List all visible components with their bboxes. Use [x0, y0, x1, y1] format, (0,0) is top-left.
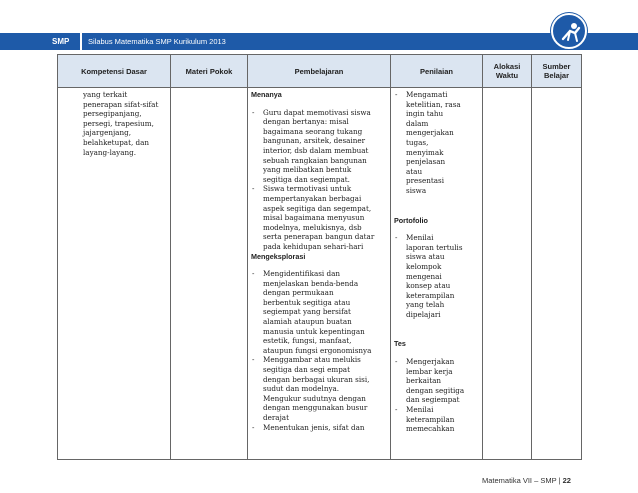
table-header-row — [58, 55, 582, 88]
portofolio-heading: Portofolio — [394, 215, 428, 225]
list-item: - Menggambar atau melukis segitiga dan segi empat dengan berbagai ukuran sisi, sudut dan modelnya. Mengukur sudutnya dengan dengan menggunakan busur derajat — [251, 355, 387, 422]
banner-level-tag: SMP — [52, 37, 70, 46]
list-item: - Menilai laporan tertulis siswa atau kelompok mengenai konsep atau keterampilan yang telah dipelajari — [394, 233, 479, 319]
header-materi-pokok: Materi Pokok — [171, 55, 248, 88]
list-item: - Mengerjakan lembar kerja berkaitan dengan segitiga dan segiempat — [394, 357, 479, 405]
portofolio-list — [394, 233, 479, 319]
header-alokasi-waktu: Alokasi Waktu — [483, 55, 532, 88]
header-penilaian: Penilaian — [391, 55, 483, 88]
mengeksplorasi-list — [251, 269, 387, 432]
tes-heading: Tes — [394, 339, 406, 349]
banner-title: Silabus Matematika SMP Kurikulum 2013 — [88, 37, 226, 46]
list-item: - Guru dapat memotivasi siswa dengan bertanya: misal bagaimana seorang tukang bangunan, arsitek, desainer interior, dsb dalam membuat sebuah rangkaian bangunan yang melibatkan bentuk segitiga dan segiempat. — [251, 108, 387, 185]
penilaian-observasi-list — [394, 90, 479, 196]
cell-pembelajaran — [248, 88, 391, 460]
cell-sumber-belajar — [532, 88, 582, 460]
kompetensi-dasar-text: yang terkait penerapan sifat-sifat persegipanjang, persegi, trapesium, jajargenjang, belahketupat, dan layang-layang. — [83, 90, 159, 157]
header-sumber-belajar: Sumber Belajar — [532, 55, 582, 88]
tut-wuri-handayani-logo-icon — [551, 13, 587, 49]
page-number: 22 — [562, 476, 571, 485]
mengeksplorasi-heading: Mengeksplorasi — [251, 251, 306, 261]
cell-penilaian — [391, 88, 483, 460]
menanya-heading: Menanya — [251, 90, 282, 99]
silabus-table — [57, 54, 582, 460]
list-item: - Menentukan jenis, sifat dan — [251, 423, 387, 433]
cell-kompetensi-dasar — [58, 88, 171, 460]
list-item: - Siswa termotivasi untuk mempertanyakan berbagai aspek segitiga dan segempat, misal bagaimana menyusun modelnya, melukisnya, dsb serta penerapan bangun datar pada kehidupan sehari-hari — [251, 184, 387, 251]
footer-text: Matematika VII – SMP | — [482, 476, 561, 485]
header-pembelajaran: Pembelajaran — [248, 55, 391, 88]
list-item: - Menilai keterampilan memecahkan — [394, 405, 479, 434]
banner-separator — [80, 30, 82, 52]
list-item: - Mengamati ketelitian, rasa ingin tahu dalam mengerjakan tugas, menyimak penjelasan atau presentasi siswa — [394, 90, 479, 196]
cell-alokasi-waktu — [483, 88, 532, 460]
page-banner — [0, 0, 638, 54]
page-footer — [482, 476, 571, 485]
menanya-list — [251, 108, 387, 252]
tes-list — [394, 357, 479, 434]
cell-materi-pokok — [171, 88, 248, 460]
list-item: - Mengidentifikasi dan menjelaskan benda-benda dengan permukaan berbentuk segitiga atau segiempat yang bersifat alamiah ataupun buatan manusia untuk kepentingan estetik, fungsi, manfaat, ataupun fungsi ergonomisnya — [251, 269, 387, 355]
table-row — [58, 88, 582, 460]
header-kompetensi-dasar: Kompetensi Dasar — [58, 55, 171, 88]
